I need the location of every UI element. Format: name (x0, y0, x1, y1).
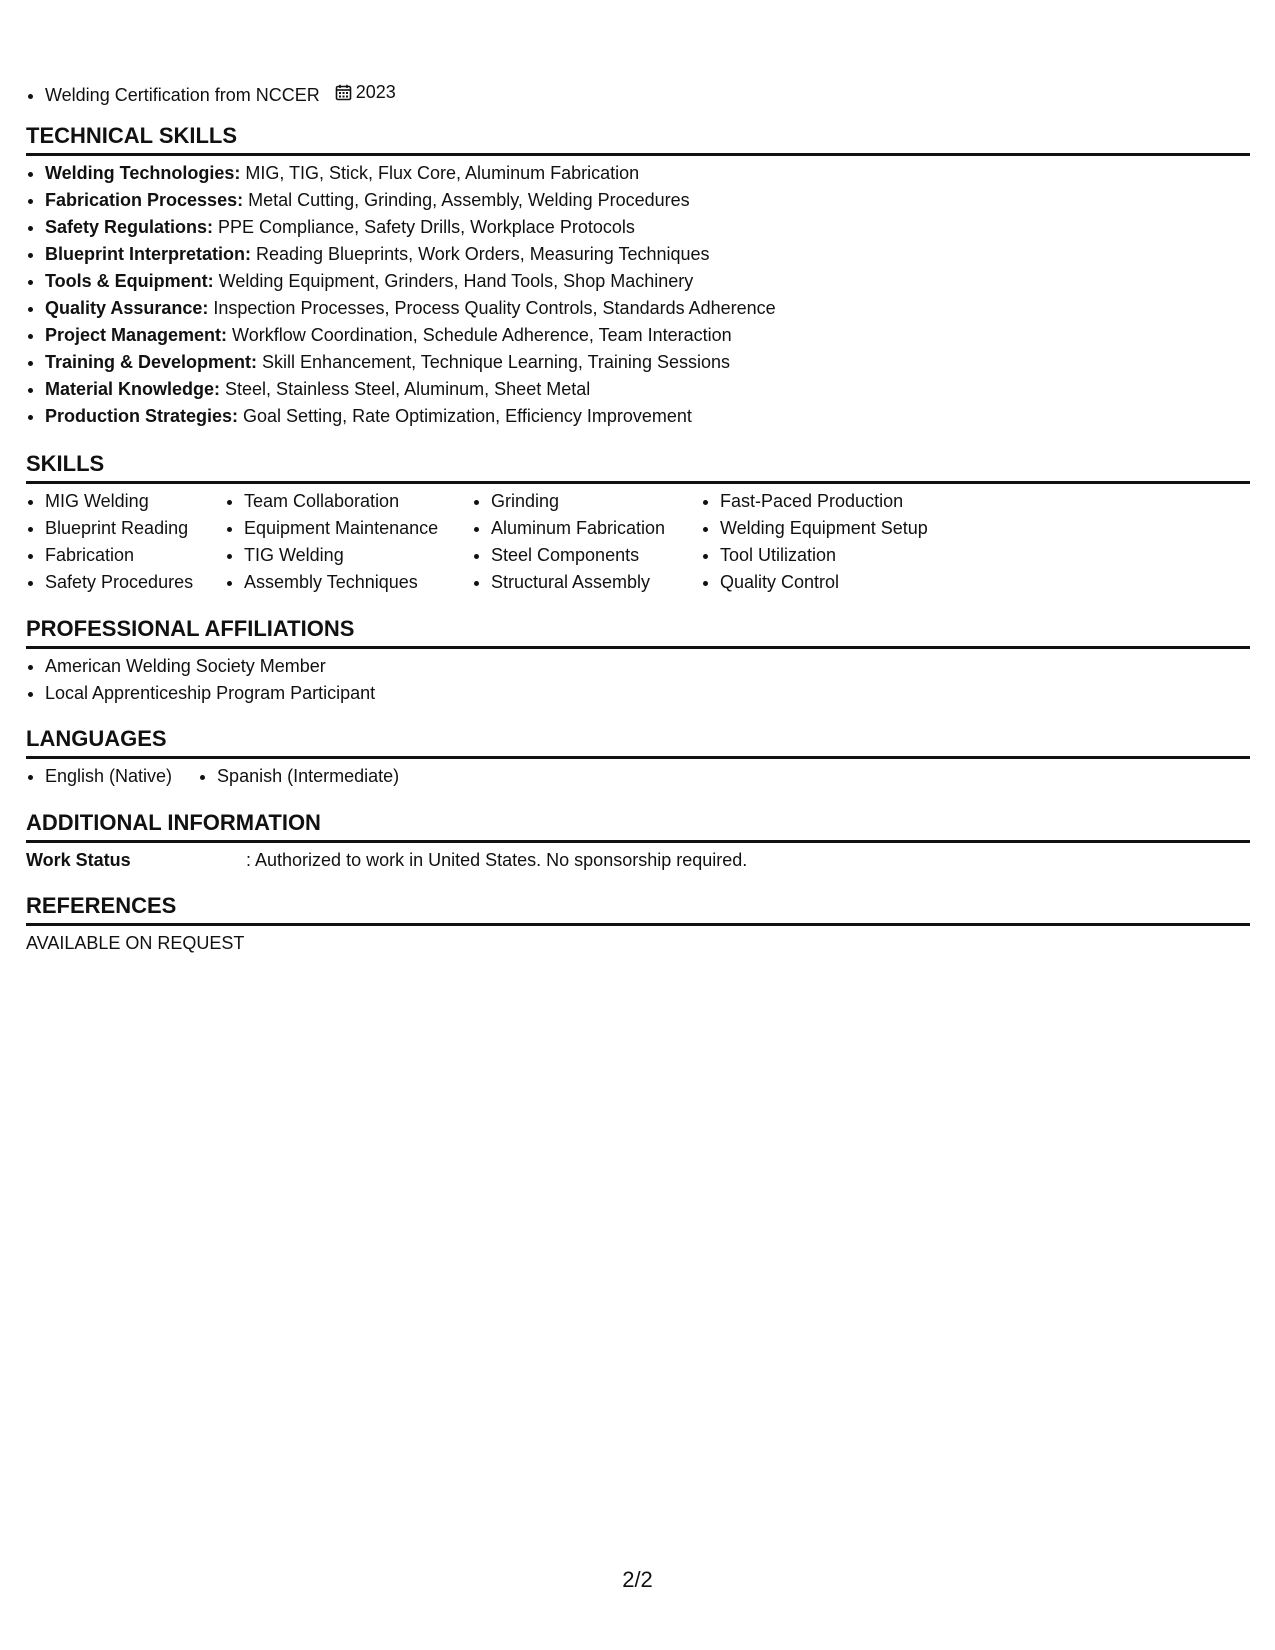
section-title: LANGUAGES (26, 726, 1250, 759)
list-item: • Welding Technologies: MIG, TIG, Stick, Flux Core, Aluminum Fabrication (45, 160, 1250, 187)
list-item: • Fabrication (45, 542, 225, 569)
page-number: 2/2 (622, 1567, 653, 1592)
calendar-icon (335, 84, 352, 101)
list-item: • Tools & Equipment: Welding Equipment, Grinders, Hand Tools, Shop Machinery (45, 268, 1250, 295)
languages-section (26, 726, 1250, 790)
list-item: • Structural Assembly (491, 569, 701, 596)
list-item: • Local Apprenticeship Program Participant (45, 680, 1250, 707)
list-item: • Production Strategies: Goal Setting, Rate Optimization, Efficiency Improvement (45, 403, 1250, 430)
list-item: • Safety Procedures (45, 569, 225, 596)
skills-column (225, 488, 472, 596)
work-status-value: : Authorized to work in United States. No sponsorship required. (246, 850, 748, 870)
language-list (198, 763, 399, 790)
list-item: • Fabrication Processes: Metal Cutting, Grinding, Assembly, Welding Procedures (45, 187, 1250, 214)
skills-section (26, 451, 1250, 596)
list-item: • Equipment Maintenance (244, 515, 472, 542)
list-item: • Blueprint Interpretation: Reading Blueprints, Work Orders, Measuring Techniques (45, 241, 1250, 268)
list-item: • Quality Assurance: Inspection Processes, Process Quality Controls, Standards Adherence (45, 295, 1250, 322)
list-item: • Welding Equipment Setup (720, 515, 1020, 542)
list-item: • Tool Utilization (720, 542, 1020, 569)
certification-list (26, 79, 396, 109)
list-item: • Fast-Paced Production (720, 488, 1020, 515)
list-item: • Blueprint Reading (45, 515, 225, 542)
skills-column (26, 488, 225, 596)
list-item: • Project Management: Workflow Coordination, Schedule Adherence, Team Interaction (45, 322, 1250, 349)
list-item: • Material Knowledge: Steel, Stainless Steel, Aluminum, Sheet Metal (45, 376, 1250, 403)
references-section (26, 893, 1250, 957)
references-text: AVAILABLE ON REQUEST (26, 933, 245, 953)
list-item: • American Welding Society Member (45, 653, 1250, 680)
list-item: • Grinding (491, 488, 701, 515)
list-item: • Safety Regulations: PPE Compliance, Safety Drills, Workplace Protocols (45, 214, 1250, 241)
list-item: • TIG Welding (244, 542, 472, 569)
skills-column (472, 488, 701, 596)
technical-skills-section (26, 123, 1250, 430)
list-item: • English (Native) (45, 763, 172, 790)
section-title: REFERENCES (26, 893, 1250, 926)
certification-name: Welding Certification from NCCER (45, 85, 320, 105)
list-item: • MIG Welding (45, 488, 225, 515)
technical-skills-list (26, 160, 1250, 430)
certification-year: 2023 (355, 82, 396, 102)
list-item: • Aluminum Fabrication (491, 515, 701, 542)
work-status-row (26, 847, 1250, 874)
section-title: PROFESSIONAL AFFILIATIONS (26, 616, 1250, 649)
section-title: TECHNICAL SKILLS (26, 123, 1250, 156)
affiliations-list (26, 653, 1250, 707)
additional-information-section (26, 810, 1250, 874)
certification-item (45, 79, 396, 109)
affiliations-section (26, 616, 1250, 707)
list-item: • Training & Development: Skill Enhancement, Technique Learning, Training Sessions (45, 349, 1250, 376)
section-title: ADDITIONAL INFORMATION (26, 810, 1250, 843)
list-item: • Steel Components (491, 542, 701, 569)
certification-date (335, 79, 396, 106)
list-item: • Team Collaboration (244, 488, 472, 515)
section-title: SKILLS (26, 451, 1250, 484)
language-list (26, 763, 172, 790)
skills-columns (26, 488, 1250, 596)
list-item: • Assembly Techniques (244, 569, 472, 596)
skills-column (701, 488, 1020, 596)
languages-row (26, 763, 1250, 790)
list-item: • Quality Control (720, 569, 1020, 596)
list-item: • Spanish (Intermediate) (217, 763, 399, 790)
work-status-label: Work Status (26, 850, 131, 870)
